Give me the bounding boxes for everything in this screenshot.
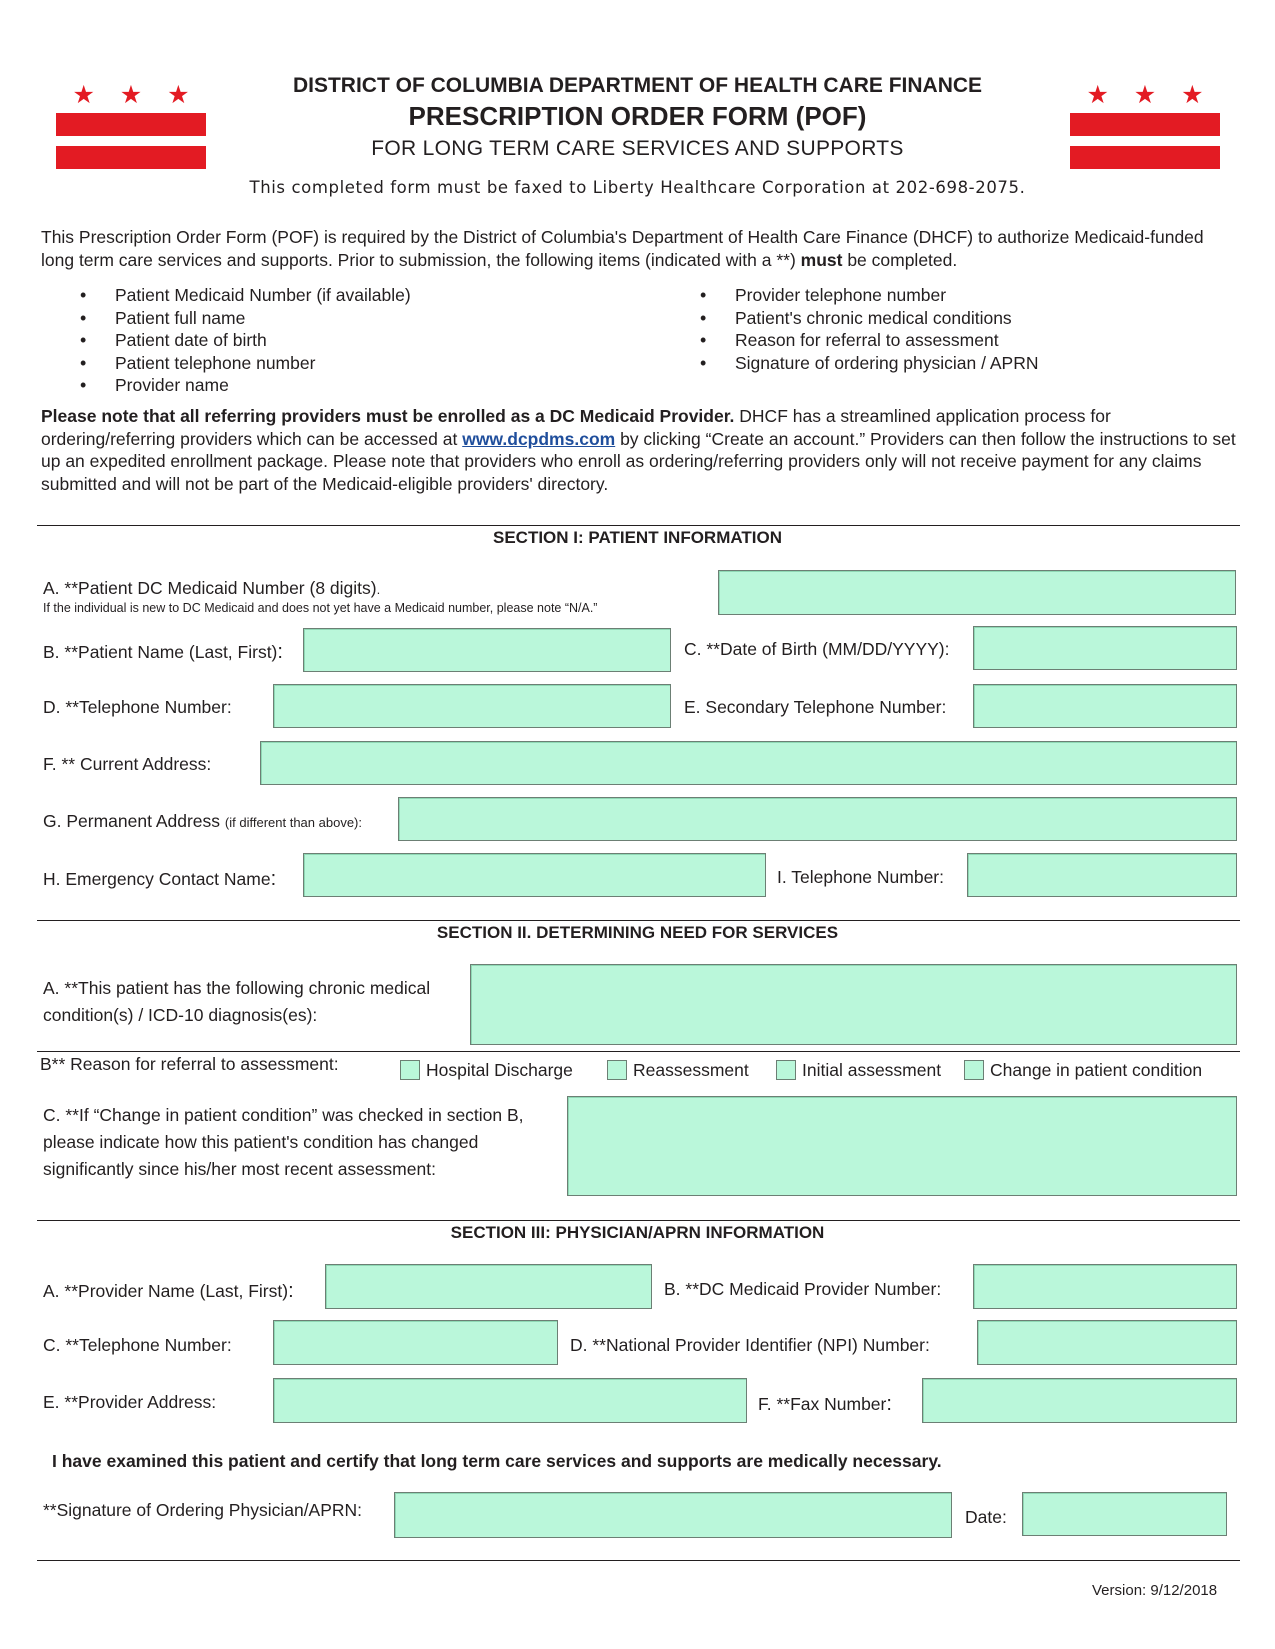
dob-field[interactable] xyxy=(973,626,1237,670)
list-item: • Reason for referral to assessment xyxy=(660,329,1039,352)
provider-telephone-field[interactable] xyxy=(273,1320,558,1365)
list-item: • Provider telephone number xyxy=(660,284,1039,307)
section2-title: SECTION II. DETERMINING NEED FOR SERVICES xyxy=(436,923,839,942)
section-divider xyxy=(37,1560,1240,1561)
emergency-telephone-field[interactable] xyxy=(967,853,1237,897)
enrollment-note: Please note that all referring providers must be enrolled as a DC Medicaid Provider. DHCF has a streamlined application process for ordering/referring providers which can be accessed at www.dcpdms.com by clicking “Create an account.” Providers can then follow the instructions to set up an expedited enrollment package. Please note that providers who enroll as ordering/referring providers only will not receive payment for any claims submitted and will not be part of the Medicaid-eligible providers' directory. xyxy=(41,406,1236,494)
date-label: Date: xyxy=(965,1507,1007,1527)
change-in-condition-checkbox[interactable] xyxy=(964,1060,984,1080)
condition-change-label: C. **If “Change in patient condition” was checked in section B, please indicate how this patient's condition has changed significantly since his/her most recent assessment: xyxy=(43,1105,524,1179)
medicaid-number-field[interactable] xyxy=(718,570,1236,615)
signature-label: **Signature of Ordering Physician/APRN: xyxy=(43,1500,363,1520)
emergency-telephone-label: I. Telephone Number: xyxy=(777,867,945,887)
required-items-left xyxy=(40,284,411,397)
list-item: • Patient full name xyxy=(40,307,411,330)
form-subtitle: FOR LONG TERM CARE SERVICES AND SUPPORTS xyxy=(371,137,904,160)
fax-number-label: F. **Fax Number: xyxy=(758,1393,892,1415)
telephone-field[interactable] xyxy=(273,684,671,728)
signature-field[interactable] xyxy=(394,1492,952,1538)
referral-reason-label: B** Reason for referral to assessment: xyxy=(40,1054,339,1074)
telephone-label: D. **Telephone Number: xyxy=(43,697,232,717)
emergency-contact-label: H. Emergency Contact Name: xyxy=(43,868,277,890)
provider-medicaid-number-field[interactable] xyxy=(973,1264,1237,1309)
provider-name-field[interactable] xyxy=(325,1264,652,1309)
provider-telephone-label: C. **Telephone Number: xyxy=(43,1335,232,1355)
emergency-contact-field[interactable] xyxy=(303,853,766,897)
initial-assessment-label: Initial assessment xyxy=(802,1060,942,1080)
form-title: PRESCRIPTION ORDER FORM (POF) xyxy=(408,101,867,131)
fax-number-field[interactable] xyxy=(922,1378,1237,1423)
required-items-right xyxy=(660,284,1039,374)
npi-field[interactable] xyxy=(977,1320,1237,1365)
version-label: Version: 9/12/2018 xyxy=(1092,1582,1218,1599)
patient-name-field[interactable] xyxy=(303,628,671,672)
intro-paragraph: This Prescription Order Form (POF) is required by the District of Columbia's Department of Health Care Finance (DHCF) to authorize Medicaid-funded long term care services and supports. Prior to submission, the following items (indicated with a **) must be completed. xyxy=(41,227,1204,270)
permanent-address-field[interactable] xyxy=(398,797,1237,841)
initial-assessment-checkbox[interactable] xyxy=(776,1060,796,1080)
flag-star-icon: ★ xyxy=(1086,81,1109,109)
reassessment-label: Reassessment xyxy=(633,1060,749,1080)
date-field[interactable] xyxy=(1022,1492,1227,1536)
list-item: • Patient telephone number xyxy=(40,352,411,375)
fax-instruction: This completed form must be faxed to Liberty Healthcare Corporation at 202-698-2075. xyxy=(249,178,1026,197)
flag-star-icon: ★ xyxy=(1181,81,1204,109)
section-divider xyxy=(37,1051,1240,1052)
section-divider xyxy=(37,920,1240,921)
flag-star-icon: ★ xyxy=(72,81,95,109)
change-in-condition-label: Change in patient condition xyxy=(990,1060,1203,1080)
hospital-discharge-label: Hospital Discharge xyxy=(426,1060,573,1080)
condition-change-field[interactable] xyxy=(567,1096,1237,1196)
section-divider xyxy=(37,1220,1240,1221)
dcpdms-link[interactable]: www.dcpdms.com xyxy=(462,428,616,449)
flag-star-icon: ★ xyxy=(1133,81,1157,109)
agency-heading: DISTRICT OF COLUMBIA DEPARTMENT OF HEALTH CARE FINANCE xyxy=(292,74,983,97)
permanent-address-label: G. Permanent Address (if different than above): xyxy=(43,811,362,831)
flag-star-icon: ★ xyxy=(119,81,143,109)
provider-name-label: A. **Provider Name (Last, First): xyxy=(43,1280,294,1302)
secondary-telephone-field[interactable] xyxy=(973,684,1237,728)
medicaid-number-note: If the individual is new to DC Medicaid and does not yet have a Medicaid number, please note “N/A.” xyxy=(43,601,598,615)
list-item: • Signature of ordering physician / APRN xyxy=(660,352,1039,375)
list-item: • Patient's chronic medical conditions xyxy=(660,307,1039,330)
list-item: • Provider name xyxy=(40,374,411,397)
chronic-conditions-label: A. **This patient has the following chronic medical condition(s) / ICD-10 diagnosis(es): xyxy=(43,978,431,1025)
list-item: • Patient Medicaid Number (if available) xyxy=(40,284,411,307)
list-item: • Patient date of birth xyxy=(40,329,411,352)
hospital-discharge-checkbox[interactable] xyxy=(400,1060,420,1080)
section-divider xyxy=(37,525,1240,526)
section1-title: SECTION I: PATIENT INFORMATION xyxy=(493,528,782,547)
current-address-label: F. ** Current Address: xyxy=(43,754,212,774)
flag-star-icon: ★ xyxy=(167,81,190,109)
provider-medicaid-number-label: B. **DC Medicaid Provider Number: xyxy=(664,1279,942,1299)
current-address-field[interactable] xyxy=(260,741,1237,785)
provider-address-field[interactable] xyxy=(273,1378,747,1423)
provider-address-label: E. **Provider Address: xyxy=(43,1392,217,1412)
section3-title: SECTION III: PHYSICIAN/APRN INFORMATION xyxy=(450,1223,825,1242)
medicaid-number-label: A. **Patient DC Medicaid Number (8 digits). xyxy=(43,578,381,598)
patient-name-label: B. **Patient Name (Last, First): xyxy=(43,641,283,663)
dob-label: C. **Date of Birth (MM/DD/YYYY): xyxy=(684,639,950,659)
certification-statement: I have examined this patient and certify that long term care services and supports are medically necessary. xyxy=(52,1451,942,1471)
chronic-conditions-field[interactable] xyxy=(470,964,1237,1045)
npi-label: D. **National Provider Identifier (NPI) Number: xyxy=(570,1335,930,1355)
reassessment-checkbox[interactable] xyxy=(607,1060,627,1080)
secondary-telephone-label: E. Secondary Telephone Number: xyxy=(684,697,947,717)
